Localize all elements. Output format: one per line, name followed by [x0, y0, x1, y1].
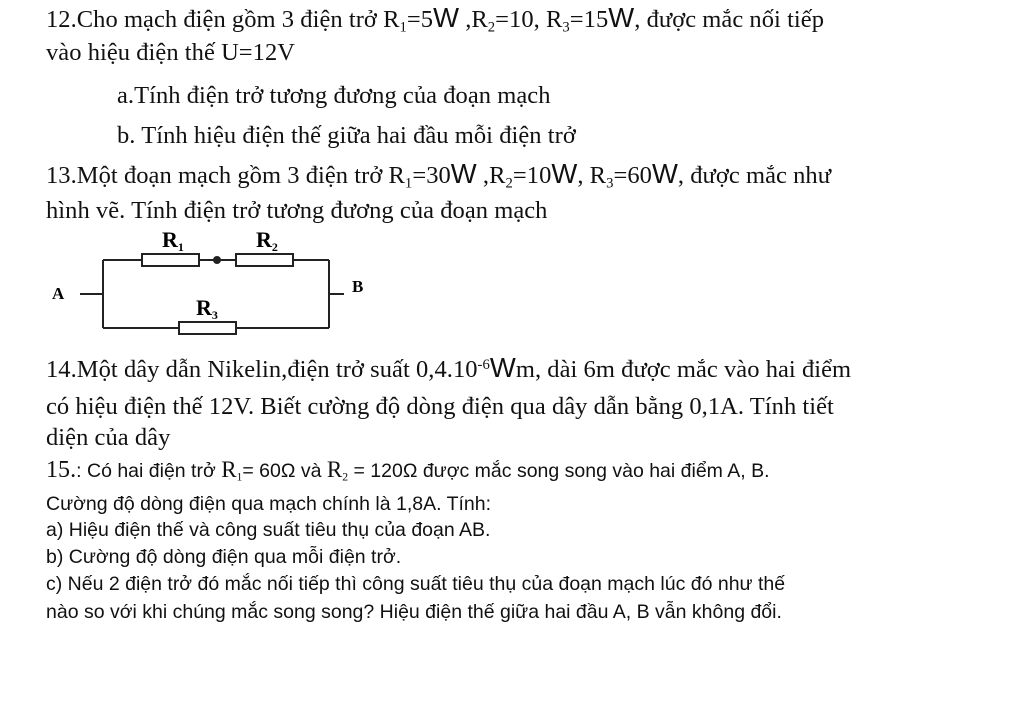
- problem-14-line-3: diện của dây: [46, 424, 171, 451]
- label-r2-main: R: [256, 227, 272, 252]
- label-a: A: [52, 284, 65, 303]
- resistor-r3: [179, 322, 236, 334]
- junction-dot: [213, 256, 221, 264]
- problem-13-line-2: hình vẽ. Tính điện trở tương đương của đoạn mạch: [46, 197, 548, 224]
- problem-15-question-c-line-1: c) Nếu 2 điện trở đó mắc nối tiếp thì công suất tiêu thụ của đoạn mạch lúc đó như thế: [46, 573, 786, 595]
- problem-14-line-1: 14.Một dây dẫn Nikelin,điện trở suất $0,4.10^{-6}Wm$, dài 6m được mắc vào hai điểm: [46, 352, 852, 383]
- problem-15-line-1: 15.: Có hai điện trở $R_1= 60\Omega$ và $R_2 = 120\Omega$ được mắc song song vào hai điểm A, B.: [46, 457, 770, 484]
- problem-15-line-2: Cường độ dòng điện qua mạch chính là 1,8A. Tính:: [46, 493, 492, 515]
- label-r1-sub: 1: [177, 240, 184, 254]
- label-r3-sub: 3: [211, 308, 218, 322]
- label-r1: [162, 227, 184, 254]
- problem-12-line-2: vào hiệu điện thế U=12V: [46, 39, 296, 66]
- label-r2: [256, 227, 278, 254]
- problem-12-line-1: 12.Cho mạch điện gồm 3 điện trở $R_1=5W$ $,R_2=10$, $R_3=15W$, được mắc nối tiếp: [46, 2, 825, 36]
- label-r3: [196, 295, 218, 322]
- resistor-r1: [142, 254, 199, 266]
- label-r2-sub: 2: [271, 240, 278, 254]
- problem-15-question-b: b) Cường độ dòng điện qua mỗi điện trở.: [46, 546, 402, 568]
- circuit-diagram: [40, 222, 380, 340]
- problem-12-question-b: b. Tính hiệu điện thế giữa hai đầu mỗi điện trở: [117, 122, 576, 149]
- problem-15-question-c-line-2: nào so với khi chúng mắc song song? Hiệu điện thế giữa hai đầu A, B vẫn không đổi.: [46, 601, 782, 623]
- problem-13-line-1: 13.Một đoạn mạch gồm 3 điện trở $R_1=30W$ $,R_2=10W$, $R_3=60W$, được mắc như: [46, 158, 832, 192]
- label-b: B: [352, 277, 364, 296]
- problem-15-question-a: a) Hiệu điện thế và công suất tiêu thụ của đoạn AB.: [46, 519, 491, 541]
- problem-14-line-2: có hiệu điện thế 12V. Biết cường độ dòng điện qua dây dẫn bằng 0,1A. Tính tiết: [46, 393, 834, 420]
- label-r1-main: R: [162, 227, 178, 252]
- resistor-r2: [236, 254, 293, 266]
- problem-12-question-a: a.Tính điện trở tương đương của đoạn mạch: [117, 82, 551, 109]
- label-r3-main: R: [196, 295, 212, 320]
